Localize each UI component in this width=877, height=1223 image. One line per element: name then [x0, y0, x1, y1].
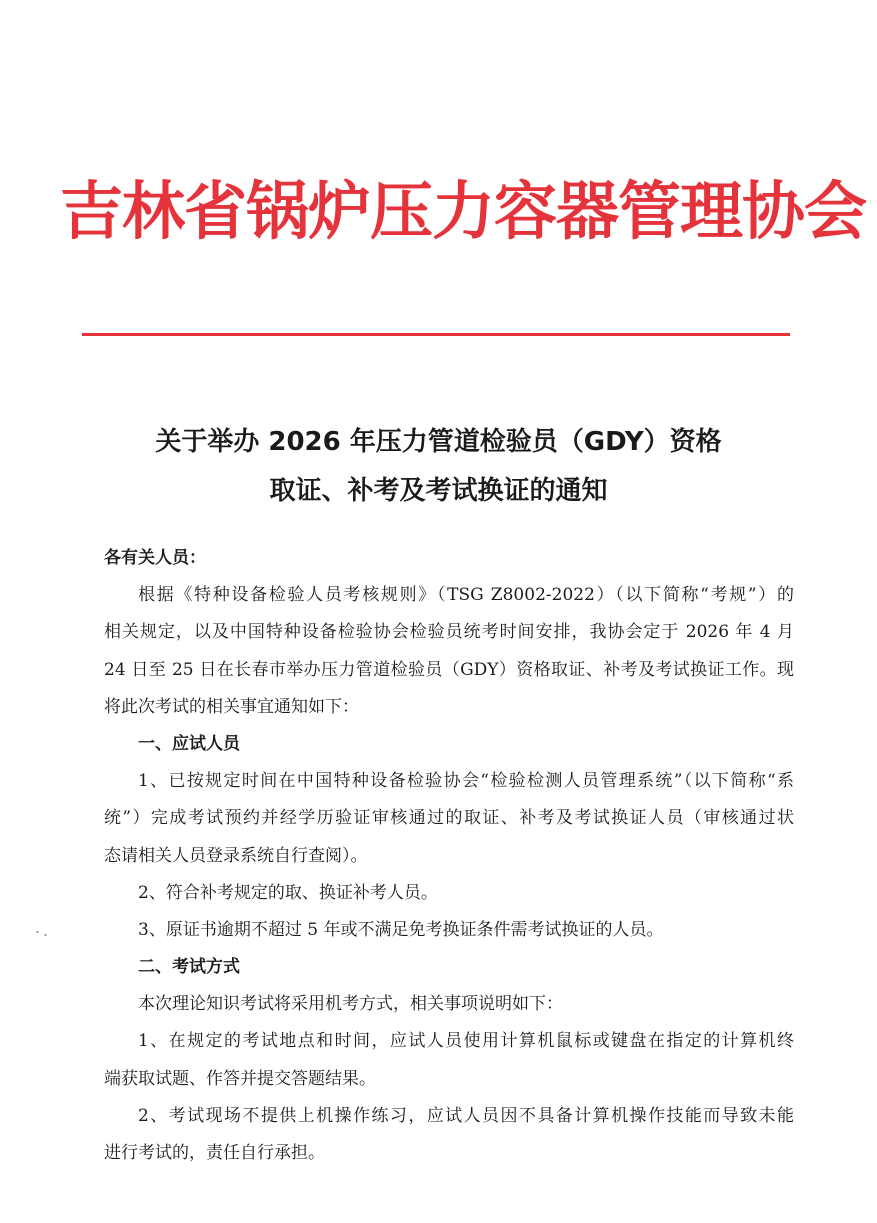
document-body [104, 540, 794, 1172]
section2-item1-line: 端获取试题、作答并提交答题结果。 [104, 1068, 376, 1089]
section2-intro: 本次理论知识考试将采用机考方式，相关事项说明如下： [138, 994, 563, 1015]
section1-item1-line: 统”）完成考试预约并经学历验证审核通过的取证、补考及考试换证人员（审核通过状 [104, 808, 794, 829]
intro-line: 相关规定，以及中国特种设备检验协会检验员统考时间安排，我协会定于 2026 年 4 月 [104, 622, 794, 643]
scan-speck [44, 934, 47, 936]
section-heading-candidates: 一、应试人员 [138, 733, 240, 754]
intro-line: 24 日至 25 日在长春市举办压力管道检验员（GDY）资格取证、补考及考试换证工作。现 [104, 659, 794, 680]
scan-speck [36, 931, 39, 933]
section1-item3: 3、原证书逾期不超过 5 年或不满足免考换证条件需考试换证的人员。 [138, 919, 664, 940]
section2-item2-line: 进行考试的，责任自行承担。 [104, 1143, 325, 1163]
section-heading-exam-method: 二、考试方式 [138, 957, 240, 978]
section1-item2: 2、符合补考规定的取、换证补考人员。 [138, 882, 438, 903]
intro-line: 将此次考试的相关事宜通知如下： [104, 696, 359, 717]
section1-item1-line: 1、已按规定时间在中国特种设备检验协会“检验检测人员管理系统”（以下简称“系 [138, 771, 794, 792]
section2-item1-line: 1、在规定的考试地点和时间，应试人员使用计算机鼠标或键盘在指定的计算机终 [138, 1031, 794, 1052]
section2-item2-line: 2、考试现场不提供上机操作练习，应试人员因不具备计算机操作技能而导致未能 [138, 1105, 794, 1126]
document-title-line-2: 取证、补考及考试换证的通知 [269, 476, 608, 506]
document-title-line-1: 关于举办 2026 年压力管道检验员（GDY）资格 [155, 427, 722, 457]
salutation: 各有关人员： [104, 548, 206, 568]
organization-letterhead: 吉林省锅炉压力容器管理协会 [60, 174, 866, 248]
section1-item1-line: 态请相关人员登录系统自行查阅）。 [104, 845, 368, 866]
letterhead-divider [82, 333, 790, 336]
intro-line: 根据《特种设备检验人员考核规则》（TSG Z8002-2022）（以下简称“考规”）的 [138, 585, 794, 606]
